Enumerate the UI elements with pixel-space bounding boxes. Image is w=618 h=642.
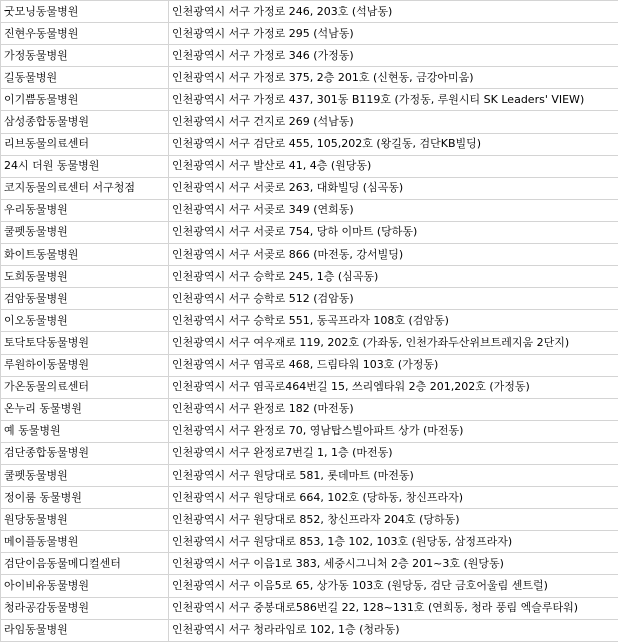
hospital-address-cell[interactable]: 인천광역시 서구 원당대로 852, 창신프라자 204호 (당하동) xyxy=(169,509,618,531)
hospital-address-cell[interactable]: 인천광역시 서구 이음1로 383, 세중시그니처 2층 201~3호 (원당동) xyxy=(169,553,618,575)
table-row xyxy=(1,133,618,155)
hospital-name-cell[interactable]: 24시 더원 동물병원 xyxy=(1,155,169,177)
hospital-name-cell[interactable]: 정이룸 동물병원 xyxy=(1,487,169,509)
hospital-name-cell[interactable]: 루원하이동물병원 xyxy=(1,354,169,376)
table-row xyxy=(1,509,618,531)
hospital-address-cell[interactable]: 인천광역시 서구 서곶로 754, 당하 이마트 (당하동) xyxy=(169,221,618,243)
hospital-address-cell[interactable]: 인천광역시 서구 서곶로 349 (연희동) xyxy=(169,199,618,221)
hospital-address-cell[interactable]: 인천광역시 서구 건지로 269 (석남동) xyxy=(169,111,618,133)
table-row xyxy=(1,597,618,619)
table-row xyxy=(1,199,618,221)
table-row xyxy=(1,442,618,464)
hospital-name-cell[interactable]: 가정동물병원 xyxy=(1,45,169,67)
table-row xyxy=(1,354,618,376)
table-row xyxy=(1,420,618,442)
hospital-name-cell[interactable]: 온누리 동물병원 xyxy=(1,398,169,420)
hospital-name-cell[interactable]: 코지동물의료센터 서구청점 xyxy=(1,177,169,199)
hospital-address-cell[interactable]: 인천광역시 서구 완정로 70, 영남탑스빌아파트 상가 (마전동) xyxy=(169,420,618,442)
hospital-name-cell[interactable]: 검암동물병원 xyxy=(1,288,169,310)
hospital-address-cell[interactable]: 인천광역시 서구 청라라임로 102, 1층 (청라동) xyxy=(169,619,618,641)
hospital-address-cell[interactable]: 인천광역시 서구 완정로7번길 1, 1층 (마전동) xyxy=(169,442,618,464)
table-row xyxy=(1,111,618,133)
table-row xyxy=(1,23,618,45)
hospital-name-cell[interactable]: 이오동물병원 xyxy=(1,310,169,332)
table-row xyxy=(1,45,618,67)
table-row xyxy=(1,487,618,509)
table-row xyxy=(1,89,618,111)
hospital-name-cell[interactable]: 리브동물의료센터 xyxy=(1,133,169,155)
table-row xyxy=(1,332,618,354)
hospital-address-cell[interactable]: 인천광역시 서구 서곶로 263, 대화빌딩 (심곡동) xyxy=(169,177,618,199)
hospital-address-cell[interactable]: 인천광역시 서구 가정로 437, 301동 B119호 (가정동, 루원시티 SK Leaders' VIEW) xyxy=(169,89,618,111)
hospital-address-cell[interactable]: 인천광역시 서구 가정로 346 (가정동) xyxy=(169,45,618,67)
hospital-address-cell[interactable]: 인천광역시 서구 승학로 512 (검암동) xyxy=(169,288,618,310)
hospital-address-cell[interactable]: 인천광역시 서구 염곡로464번길 15, 쓰리엠타워 2층 201,202호 (가정동) xyxy=(169,376,618,398)
table-row xyxy=(1,398,618,420)
table-row xyxy=(1,244,618,266)
table-row xyxy=(1,464,618,486)
hospital-name-cell[interactable]: 굿모닝동물병원 xyxy=(1,1,169,23)
hospital-address-cell[interactable]: 인천광역시 서구 완정로 182 (마전동) xyxy=(169,398,618,420)
hospital-name-cell[interactable]: 우리동물병원 xyxy=(1,199,169,221)
hospital-name-cell[interactable]: 화이트동물병원 xyxy=(1,244,169,266)
hospital-address-cell[interactable]: 인천광역시 서구 여우재로 119, 202호 (가좌동, 인천가좌두산위브트레지움 2단지) xyxy=(169,332,618,354)
hospital-address-cell[interactable]: 인천광역시 서구 가정로 246, 203호 (석남동) xyxy=(169,1,618,23)
hospital-address-cell[interactable]: 인천광역시 서구 원당대로 581, 롯데마트 (마전동) xyxy=(169,464,618,486)
table-row xyxy=(1,553,618,575)
hospital-name-cell[interactable]: 삼성종합동물병원 xyxy=(1,111,169,133)
table-row xyxy=(1,310,618,332)
hospital-name-cell[interactable]: 쿨펫동물병원 xyxy=(1,464,169,486)
table-row xyxy=(1,67,618,89)
hospital-address-cell[interactable]: 인천광역시 서구 서곶로 866 (마전동, 강서빌딩) xyxy=(169,244,618,266)
hospital-name-cell[interactable]: 메이플동물병원 xyxy=(1,531,169,553)
spreadsheet-body xyxy=(1,1,618,642)
hospital-name-cell[interactable]: 검단이음동물메디컬센터 xyxy=(1,553,169,575)
hospital-address-cell[interactable]: 인천광역시 서구 발산로 41, 4층 (원당동) xyxy=(169,155,618,177)
table-row xyxy=(1,288,618,310)
hospital-name-cell[interactable]: 청라공감동물병원 xyxy=(1,597,169,619)
hospital-name-cell[interactable]: 쿨펫동물병원 xyxy=(1,221,169,243)
hospital-name-cell[interactable]: 길동물병원 xyxy=(1,67,169,89)
table-row xyxy=(1,221,618,243)
hospital-name-cell[interactable]: 진현우동물병원 xyxy=(1,23,169,45)
hospital-name-cell[interactable]: 검단종합동물병원 xyxy=(1,442,169,464)
hospital-address-cell[interactable]: 인천광역시 서구 검단로 455, 105,202호 (왕길동, 검단KB빌딩) xyxy=(169,133,618,155)
table-row xyxy=(1,619,618,641)
hospital-address-cell[interactable]: 인천광역시 서구 승학로 551, 동곡프라자 108호 (검암동) xyxy=(169,310,618,332)
table-row xyxy=(1,376,618,398)
hospital-address-cell[interactable]: 인천광역시 서구 원당대로 853, 1층 102, 103호 (원당동, 삼정프라자) xyxy=(169,531,618,553)
hospital-address-cell[interactable]: 인천광역시 서구 승학로 245, 1층 (심곡동) xyxy=(169,266,618,288)
hospital-name-cell[interactable]: 가온동물의료센터 xyxy=(1,376,169,398)
hospital-name-cell[interactable]: 도희동물병원 xyxy=(1,266,169,288)
hospital-name-cell[interactable]: 원당동물병원 xyxy=(1,509,169,531)
hospital-address-cell[interactable]: 인천광역시 서구 중봉대로586번길 22, 128~131호 (연희동, 청라 풍림 엑슬루타워) xyxy=(169,597,618,619)
hospital-address-cell[interactable]: 인천광역시 서구 원당대로 664, 102호 (당하동, 창신프라자) xyxy=(169,487,618,509)
hospital-name-cell[interactable]: 예 동물병원 xyxy=(1,420,169,442)
hospital-name-cell[interactable]: 이기쁨동물병원 xyxy=(1,89,169,111)
table-row xyxy=(1,1,618,23)
hospital-address-cell[interactable]: 인천광역시 서구 이음5로 65, 상가동 103호 (원당동, 검단 금호어울림 센트럴) xyxy=(169,575,618,597)
hospital-name-cell[interactable]: 토닥토닥동물병원 xyxy=(1,332,169,354)
table-row xyxy=(1,575,618,597)
table-row xyxy=(1,177,618,199)
table-row xyxy=(1,155,618,177)
hospital-address-cell[interactable]: 인천광역시 서구 가정로 375, 2층 201호 (신현동, 금강아미움) xyxy=(169,67,618,89)
table-row xyxy=(1,531,618,553)
hospital-address-cell[interactable]: 인천광역시 서구 염곡로 468, 드림타워 103호 (가정동) xyxy=(169,354,618,376)
hospital-name-cell[interactable]: 아이비유동물병원 xyxy=(1,575,169,597)
hospital-address-cell[interactable]: 인천광역시 서구 가정로 295 (석남동) xyxy=(169,23,618,45)
table-row xyxy=(1,266,618,288)
hospital-name-cell[interactable]: 라임동물병원 xyxy=(1,619,169,641)
